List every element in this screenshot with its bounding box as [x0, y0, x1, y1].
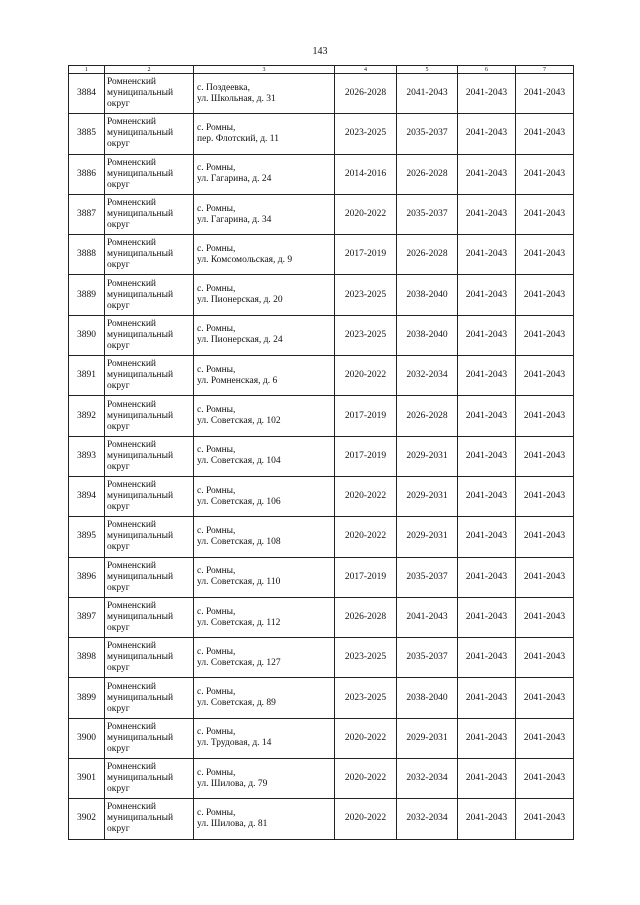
- district-cell: [105, 275, 194, 315]
- district-cell: [105, 759, 194, 799]
- address-line: ул. Советская, д. 106: [197, 496, 281, 507]
- period-cell-y6: 2041-2043: [458, 759, 516, 799]
- table-row: [69, 799, 574, 839]
- address-line: ул. Комсомольская, д. 9: [197, 254, 293, 265]
- district-line: округ: [107, 542, 130, 553]
- address-cell: [194, 235, 335, 275]
- district-cell: [105, 718, 194, 758]
- address-line: ул. Пионерская, д. 20: [197, 295, 283, 306]
- period-cell-y6: 2041-2043: [458, 74, 516, 114]
- address-line: ул. Советская, д. 127: [197, 657, 281, 668]
- district-line: Ромненский: [107, 721, 157, 732]
- district-line: Ромненский: [107, 278, 157, 289]
- column-number: 7: [516, 66, 574, 74]
- district-cell: [105, 315, 194, 355]
- address-cell: [194, 759, 335, 799]
- row-number: 3885: [69, 114, 105, 154]
- column-number: 4: [335, 66, 397, 74]
- period-cell-y6: 2041-2043: [458, 436, 516, 476]
- district-cell: [105, 678, 194, 718]
- address-line: ул. Ромненская, д. 6: [197, 375, 278, 386]
- period-cell-y5: 2026-2028: [397, 235, 458, 275]
- table-body: [69, 66, 574, 840]
- period-cell-y6: 2041-2043: [458, 718, 516, 758]
- period-cell-y7: 2041-2043: [516, 235, 574, 275]
- district-cell: [105, 154, 194, 194]
- period-cell-y6: 2041-2043: [458, 275, 516, 315]
- period-cell-y5: 2041-2043: [397, 597, 458, 637]
- address-line: ул. Советская, д. 102: [197, 416, 281, 427]
- column-number-row: [69, 66, 574, 74]
- address-line: с. Ромны,: [197, 243, 236, 254]
- table-row: [69, 638, 574, 678]
- period-cell-y7: 2041-2043: [516, 759, 574, 799]
- district-line: Ромненский: [107, 359, 157, 370]
- row-number: 3896: [69, 557, 105, 597]
- district-line: Ромненский: [107, 560, 157, 571]
- period-cell-y6: 2041-2043: [458, 356, 516, 396]
- row-number: 3900: [69, 718, 105, 758]
- address-line: ул. Пионерская, д. 24: [197, 335, 283, 346]
- district-line: Ромненский: [107, 238, 157, 249]
- row-number: 3884: [69, 74, 105, 114]
- period-cell-y7: 2041-2043: [516, 557, 574, 597]
- district-line: округ: [107, 703, 130, 714]
- row-number: 3899: [69, 678, 105, 718]
- period-cell-y4: 2017-2019: [335, 557, 397, 597]
- period-cell-y4: 2023-2025: [335, 275, 397, 315]
- district-line: округ: [107, 220, 130, 231]
- period-cell-y4: 2020-2022: [335, 799, 397, 839]
- district-line: муниципальный: [107, 289, 174, 300]
- table-row: [69, 396, 574, 436]
- address-cell: [194, 597, 335, 637]
- column-number: 6: [458, 66, 516, 74]
- period-cell-y4: 2023-2025: [335, 114, 397, 154]
- row-number: 3897: [69, 597, 105, 637]
- period-cell-y5: 2038-2040: [397, 678, 458, 718]
- row-number: 3893: [69, 436, 105, 476]
- table-row: [69, 356, 574, 396]
- district-line: округ: [107, 260, 130, 271]
- district-line: округ: [107, 663, 130, 674]
- row-number: 3902: [69, 799, 105, 839]
- row-number: 3901: [69, 759, 105, 799]
- address-line: с. Ромны,: [197, 405, 236, 416]
- row-number: 3888: [69, 235, 105, 275]
- period-cell-y7: 2041-2043: [516, 799, 574, 839]
- table-row: [69, 436, 574, 476]
- period-cell-y7: 2041-2043: [516, 74, 574, 114]
- address-line: с. Ромны,: [197, 807, 236, 818]
- period-cell-y5: 2032-2034: [397, 759, 458, 799]
- address-cell: [194, 638, 335, 678]
- register-table: [68, 65, 574, 840]
- address-cell: [194, 678, 335, 718]
- row-number: 3898: [69, 638, 105, 678]
- address-cell: [194, 275, 335, 315]
- district-line: муниципальный: [107, 168, 174, 179]
- address-cell: [194, 114, 335, 154]
- period-cell-y6: 2041-2043: [458, 235, 516, 275]
- address-cell: [194, 718, 335, 758]
- period-cell-y5: 2035-2037: [397, 557, 458, 597]
- period-cell-y4: 2023-2025: [335, 678, 397, 718]
- address-line: с. Ромны,: [197, 485, 236, 496]
- period-cell-y7: 2041-2043: [516, 356, 574, 396]
- address-cell: [194, 476, 335, 516]
- address-cell: [194, 154, 335, 194]
- district-line: муниципальный: [107, 88, 174, 99]
- period-cell-y6: 2041-2043: [458, 638, 516, 678]
- district-line: муниципальный: [107, 329, 174, 340]
- table-row: [69, 557, 574, 597]
- district-line: округ: [107, 179, 130, 190]
- address-line: ул. Шилова, д. 81: [197, 818, 268, 829]
- row-number: 3892: [69, 396, 105, 436]
- district-cell: [105, 476, 194, 516]
- address-line: с. Ромны,: [197, 606, 236, 617]
- period-cell-y4: 2017-2019: [335, 396, 397, 436]
- period-cell-y4: 2026-2028: [335, 597, 397, 637]
- address-line: ул. Советская, д. 112: [197, 617, 281, 628]
- address-cell: [194, 396, 335, 436]
- district-line: Ромненский: [107, 439, 157, 450]
- address-line: с. Ромны,: [197, 122, 236, 133]
- district-line: Ромненский: [107, 77, 157, 88]
- table-row: [69, 597, 574, 637]
- column-number: 2: [105, 66, 194, 74]
- table-row: [69, 678, 574, 718]
- address-cell: [194, 557, 335, 597]
- period-cell-y4: 2026-2028: [335, 74, 397, 114]
- district-line: Ромненский: [107, 762, 157, 773]
- table-row: [69, 74, 574, 114]
- period-cell-y7: 2041-2043: [516, 597, 574, 637]
- row-number: 3894: [69, 476, 105, 516]
- address-line: ул. Школьная, д. 31: [197, 93, 276, 104]
- period-cell-y4: 2017-2019: [335, 436, 397, 476]
- district-line: муниципальный: [107, 209, 174, 220]
- address-line: с. Ромны,: [197, 203, 236, 214]
- district-line: Ромненский: [107, 157, 157, 168]
- address-line: ул. Трудовая, д. 14: [197, 738, 272, 749]
- period-cell-y6: 2041-2043: [458, 114, 516, 154]
- row-number: 3890: [69, 315, 105, 355]
- address-line: ул. Гагарина, д. 24: [197, 174, 272, 185]
- district-cell: [105, 638, 194, 678]
- table-row: [69, 235, 574, 275]
- period-cell-y4: 2023-2025: [335, 638, 397, 678]
- district-line: Ромненский: [107, 601, 157, 611]
- period-cell-y6: 2041-2043: [458, 315, 516, 355]
- row-number: 3886: [69, 154, 105, 194]
- row-number: 3891: [69, 356, 105, 396]
- period-cell-y5: 2035-2037: [397, 638, 458, 678]
- district-line: Ромненский: [107, 681, 157, 692]
- district-line: муниципальный: [107, 612, 174, 622]
- address-line: с. Ромны,: [197, 687, 236, 698]
- address-line: с. Ромны,: [197, 324, 236, 335]
- period-cell-y6: 2041-2043: [458, 678, 516, 718]
- district-line: муниципальный: [107, 410, 174, 421]
- period-cell-y5: 2032-2034: [397, 356, 458, 396]
- district-line: муниципальный: [107, 450, 174, 461]
- district-line: муниципальный: [107, 491, 174, 502]
- district-line: округ: [107, 582, 130, 593]
- district-line: округ: [107, 139, 130, 150]
- period-cell-y6: 2041-2043: [458, 557, 516, 597]
- address-line: с. Ромны,: [197, 525, 236, 536]
- district-line: округ: [107, 381, 130, 392]
- period-cell-y4: 2020-2022: [335, 517, 397, 557]
- district-line: округ: [107, 824, 130, 835]
- address-line: с. Ромны,: [197, 767, 236, 778]
- table-row: [69, 517, 574, 557]
- district-cell: [105, 356, 194, 396]
- table-row: [69, 718, 574, 758]
- address-line: ул. Шилова, д. 79: [197, 778, 268, 789]
- address-cell: [194, 799, 335, 839]
- period-cell-y7: 2041-2043: [516, 194, 574, 234]
- period-cell-y5: 2026-2028: [397, 396, 458, 436]
- address-cell: [194, 315, 335, 355]
- period-cell-y7: 2041-2043: [516, 517, 574, 557]
- period-cell-y4: 2020-2022: [335, 476, 397, 516]
- period-cell-y5: 2041-2043: [397, 74, 458, 114]
- district-line: округ: [107, 300, 130, 311]
- address-line: с. Ромны,: [197, 646, 236, 657]
- address-line: с. Ромны,: [197, 284, 236, 295]
- address-line: ул. Советская, д. 104: [197, 456, 281, 467]
- address-line: с. Ромны,: [197, 163, 236, 174]
- district-line: Ромненский: [107, 318, 157, 329]
- district-line: округ: [107, 421, 130, 432]
- table-row: [69, 154, 574, 194]
- address-line: ул. Гагарина, д. 34: [197, 214, 272, 225]
- address-cell: [194, 356, 335, 396]
- period-cell-y5: 2026-2028: [397, 154, 458, 194]
- district-line: муниципальный: [107, 531, 174, 542]
- address-line: с. Ромны,: [197, 445, 236, 456]
- period-cell-y4: 2017-2019: [335, 235, 397, 275]
- period-cell-y7: 2041-2043: [516, 678, 574, 718]
- district-line: Ромненский: [107, 480, 157, 491]
- page-number: 143: [312, 46, 328, 57]
- district-line: округ: [107, 99, 130, 110]
- district-line: Ромненский: [107, 399, 157, 410]
- period-cell-y4: 2020-2022: [335, 718, 397, 758]
- address-line: с. Ромны,: [197, 364, 236, 375]
- table-row: [69, 194, 574, 234]
- period-cell-y4: 2014-2016: [335, 154, 397, 194]
- column-number: 3: [194, 66, 335, 74]
- address-cell: [194, 74, 335, 114]
- district-line: муниципальный: [107, 813, 174, 824]
- district-line: округ: [107, 340, 130, 351]
- table-row: [69, 275, 574, 315]
- row-number: 3887: [69, 194, 105, 234]
- table-row: [69, 315, 574, 355]
- district-cell: [105, 436, 194, 476]
- district-cell: [105, 194, 194, 234]
- period-cell-y7: 2041-2043: [516, 396, 574, 436]
- address-line: ул. Советская, д. 89: [197, 698, 276, 709]
- period-cell-y6: 2041-2043: [458, 799, 516, 839]
- table-row: [69, 476, 574, 516]
- district-line: округ: [107, 502, 130, 513]
- district-cell: [105, 597, 194, 637]
- district-line: Ромненский: [107, 198, 157, 209]
- column-number: 5: [397, 66, 458, 74]
- district-line: муниципальный: [107, 652, 174, 663]
- period-cell-y7: 2041-2043: [516, 275, 574, 315]
- address-line: ул. Советская, д. 110: [197, 577, 281, 588]
- period-cell-y5: 2035-2037: [397, 194, 458, 234]
- period-cell-y7: 2041-2043: [516, 114, 574, 154]
- period-cell-y7: 2041-2043: [516, 718, 574, 758]
- period-cell-y7: 2041-2043: [516, 638, 574, 678]
- period-cell-y4: 2020-2022: [335, 759, 397, 799]
- period-cell-y6: 2041-2043: [458, 194, 516, 234]
- address-cell: [194, 194, 335, 234]
- district-cell: [105, 396, 194, 436]
- district-line: муниципальный: [107, 128, 174, 139]
- district-cell: [105, 235, 194, 275]
- address-line: с. Ромны,: [197, 566, 236, 577]
- address-cell: [194, 517, 335, 557]
- table-row: [69, 114, 574, 154]
- period-cell-y5: 2029-2031: [397, 436, 458, 476]
- period-cell-y7: 2041-2043: [516, 436, 574, 476]
- period-cell-y5: 2029-2031: [397, 718, 458, 758]
- district-line: Ромненский: [107, 802, 157, 813]
- district-cell: [105, 799, 194, 839]
- period-cell-y6: 2041-2043: [458, 154, 516, 194]
- period-cell-y7: 2041-2043: [516, 315, 574, 355]
- district-line: муниципальный: [107, 692, 174, 703]
- district-line: муниципальный: [107, 370, 174, 381]
- period-cell-y5: 2038-2040: [397, 315, 458, 355]
- address-line: с. Поздеевка,: [197, 82, 250, 93]
- address-line: с. Ромны,: [197, 727, 236, 738]
- period-cell-y5: 2035-2037: [397, 114, 458, 154]
- row-number: 3889: [69, 275, 105, 315]
- address-line: пер. Флотский, д. 11: [197, 133, 279, 144]
- period-cell-y4: 2023-2025: [335, 315, 397, 355]
- district-line: муниципальный: [107, 249, 174, 260]
- district-line: Ромненский: [107, 641, 157, 652]
- period-cell-y4: 2020-2022: [335, 356, 397, 396]
- district-line: муниципальный: [107, 732, 174, 743]
- district-cell: [105, 517, 194, 557]
- district-line: округ: [107, 623, 130, 633]
- period-cell-y6: 2041-2043: [458, 396, 516, 436]
- address-cell: [194, 436, 335, 476]
- period-cell-y6: 2041-2043: [458, 476, 516, 516]
- district-cell: [105, 114, 194, 154]
- district-line: округ: [107, 784, 130, 795]
- district-cell: [105, 74, 194, 114]
- district-line: округ: [107, 461, 130, 472]
- period-cell-y6: 2041-2043: [458, 597, 516, 637]
- district-line: муниципальный: [107, 571, 174, 582]
- address-line: ул. Советская, д. 108: [197, 536, 281, 547]
- row-number: 3895: [69, 517, 105, 557]
- period-cell-y4: 2020-2022: [335, 194, 397, 234]
- district-line: округ: [107, 743, 130, 754]
- period-cell-y7: 2041-2043: [516, 476, 574, 516]
- district-cell: [105, 557, 194, 597]
- period-cell-y6: 2041-2043: [458, 517, 516, 557]
- period-cell-y7: 2041-2043: [516, 154, 574, 194]
- period-cell-y5: 2038-2040: [397, 275, 458, 315]
- district-line: Ромненский: [107, 117, 157, 128]
- period-cell-y5: 2029-2031: [397, 476, 458, 516]
- table-row: [69, 759, 574, 799]
- column-number: 1: [69, 66, 105, 74]
- district-line: Ромненский: [107, 520, 157, 531]
- period-cell-y5: 2029-2031: [397, 517, 458, 557]
- period-cell-y5: 2032-2034: [397, 799, 458, 839]
- district-line: муниципальный: [107, 773, 174, 784]
